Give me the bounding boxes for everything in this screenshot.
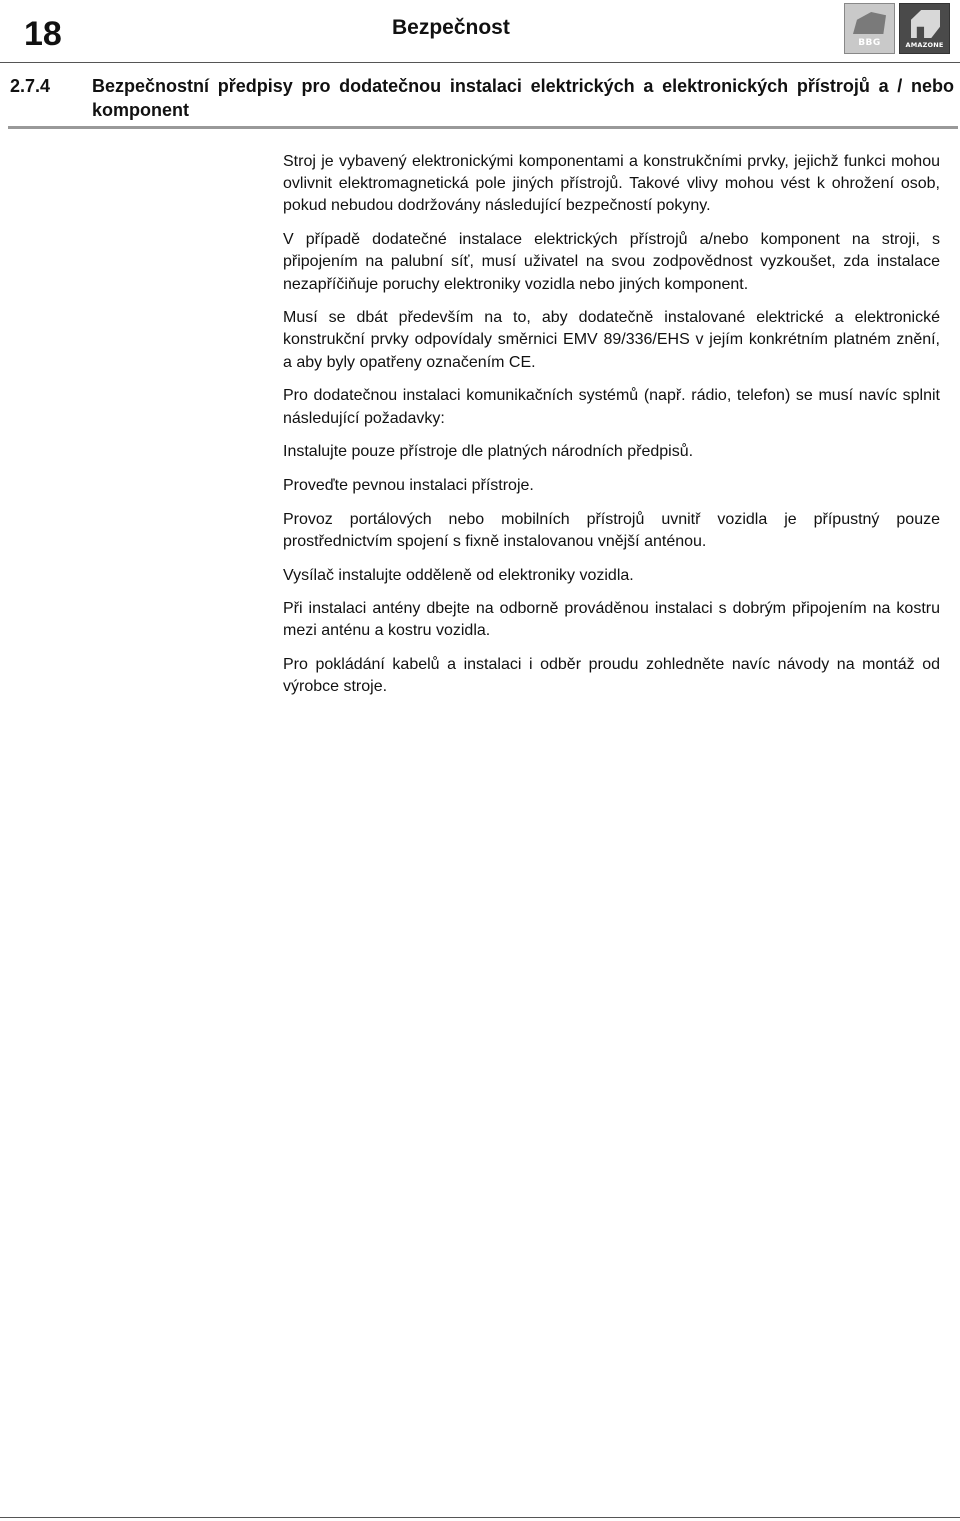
paragraph: Při instalaci antény dbejte na odborně prováděnou instalaci s dobrým připojením na kostru mezi anténu a kostru vozidla. [283,600,940,640]
paragraph: Proveďte pevnou instalaci přístroje. [283,476,534,494]
chapter-title: Bezpečnost [392,16,510,39]
bbg-logo-shape [853,12,886,34]
paragraph: Pro pokládání kabelů a instalaci i odběr proudu zohledněte navíc návody na montáž od výrobce stroje. [283,656,940,696]
bbg-logo [844,3,895,54]
bbg-logo-text: BBG [858,38,881,48]
paragraph: Provoz portálových nebo mobilních přístrojů uvnitř vozidla je přípustný pouze prostřednictvím spojení s fixně instalovanou vnější anténou. [283,510,940,550]
paragraph: Instalujte pouze přístroje dle platných národních předpisů. [283,443,694,461]
brand-logos [844,3,950,54]
paragraph: Stroj je vybavený elektronickými komponentami a konstrukčními prvky, jejichž funkci mohou ovlivnit elektromagnetická pole jiných přístrojů. Takové vlivy mohou vést k ohrožení osob, pokud nebudou dodržovány následující bezpečností pokyny. [283,153,940,215]
paragraph: V případě dodatečné instalace elektrických přístrojů a/nebo komponent na stroji, s připojením na palubní síť, musí uživatel na svou zodpovědnost vyzkoušet, zda instalace nezapříčiňuje poruchy elektroniky vozidla nebo jiných komponent. [283,231,940,293]
section-number: 2.7.4 [10,76,51,96]
page-number: 18 [24,15,62,53]
section-title: Bezpečnostní předpisy pro dodatečnou instalaci elektrických a elektronických přístrojů a / nebo komponent [92,76,954,120]
paragraph: Pro dodatečnou instalaci komunikačních systémů (např. rádio, telefon) se musí navíc splnit následující požadavky: [283,387,940,427]
amazone-logo-shape [911,10,940,38]
paragraph: Musí se dbát především na to, aby dodatečně instalované elektrické a elektronické konstrukční prvky odpovídaly směrnici EMV 89/336/EHS v jejím konkrétním platném znění, a aby byly opatřeny označením CE. [283,309,940,371]
amazone-logo-text: AMAZONE [905,41,944,49]
header-divider [0,62,960,63]
body-text [283,151,940,710]
footer-divider [0,1517,960,1518]
paragraph: Vysílač instalujte odděleně od elektroniky vozidla. [283,566,634,584]
section-divider [8,126,958,129]
amazone-logo [899,3,950,54]
